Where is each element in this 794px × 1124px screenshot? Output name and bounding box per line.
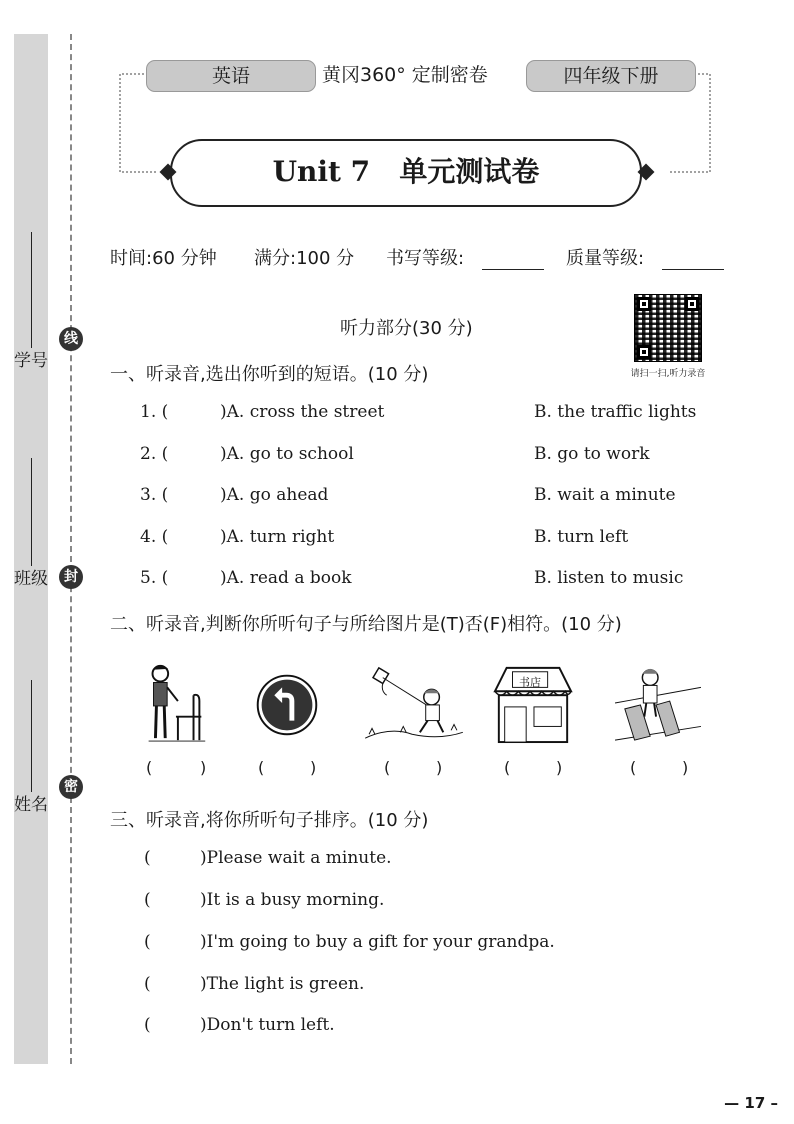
s3-item-1-text: )Please wait a minute.: [200, 848, 392, 868]
s1-q2-number: 2. (: [140, 444, 169, 464]
exam-full-score: 满分:100 分: [254, 248, 355, 269]
writing-grade-label: 书写等级:: [386, 248, 465, 269]
s3-item-5-text: )Don't turn left.: [200, 1015, 335, 1035]
name-label: 姓名: [14, 795, 48, 815]
s2-answer-2-close: ): [310, 758, 317, 777]
s1-q4-option-a: )A. turn right: [220, 527, 335, 547]
qr-finder-icon: [637, 297, 651, 311]
s3-item-2-text: )It is a busy morning.: [200, 890, 385, 910]
s1-q4-option-b: B. turn left: [534, 527, 629, 547]
s1-q4-number: 4. (: [140, 527, 169, 547]
s1-q3-option-b: B. wait a minute: [534, 485, 676, 505]
s1-q3-number: 3. (: [140, 485, 169, 505]
picture-crosswalk-icon: [610, 662, 706, 744]
page-number: — 17 –: [724, 1094, 778, 1112]
section2-heading: 二、听录音,判断你所听句子与所给图片是(T)否(F)相符。(10 分): [110, 614, 622, 635]
writing-grade-blank[interactable]: [482, 249, 544, 270]
s2-answer-4-open: (: [504, 758, 511, 777]
s1-q1-option-b: B. the traffic lights: [534, 402, 697, 422]
shop-sign-text: 书店: [519, 676, 541, 689]
s3-item-3-open: (: [144, 932, 151, 952]
seal-line-mark: 线: [59, 327, 83, 351]
page-title: Unit 7 单元测试卷: [272, 155, 540, 188]
s2-answer-5-close: ): [682, 758, 689, 777]
name-blank: [31, 680, 32, 792]
student-id-blank: [31, 232, 32, 348]
picture-turn-left-sign-icon: [254, 662, 320, 744]
brand-title: 黄冈360° 定制密卷: [322, 64, 488, 86]
grade-pill: 四年级下册: [526, 60, 696, 92]
quality-grade-blank[interactable]: [662, 249, 724, 270]
picture-kite-flying-icon: [360, 662, 468, 744]
s3-item-5-open: (: [144, 1015, 151, 1035]
s1-q3-option-a: )A. go ahead: [220, 485, 329, 505]
qr-caption: 请扫一扫,听力录音: [630, 369, 706, 379]
seal-secret-mark: 密: [59, 775, 83, 799]
s2-answer-2-open: (: [258, 758, 265, 777]
s3-item-2-open: (: [144, 890, 151, 910]
s1-q1-number: 1. (: [140, 402, 169, 422]
s2-answer-4-close: ): [556, 758, 563, 777]
s3-item-1-open: (: [144, 848, 151, 868]
s1-q2-option-a: )A. go to school: [220, 444, 354, 464]
s2-answer-5-open: (: [630, 758, 637, 777]
s3-item-3-text: )I'm going to buy a gift for your grandpa.: [200, 932, 555, 952]
picture-boy-chair-icon: [138, 662, 210, 744]
quality-grade-label: 质量等级:: [566, 248, 645, 269]
qr-finder-icon: [685, 297, 699, 311]
qr-code-icon[interactable]: [634, 294, 702, 362]
s3-item-4-open: (: [144, 974, 151, 994]
s1-q2-option-b: B. go to work: [534, 444, 650, 464]
s2-answer-3-close: ): [436, 758, 443, 777]
cut-line: [70, 34, 72, 1064]
student-id-label: 学号: [14, 351, 48, 371]
s2-answer-3-open: (: [384, 758, 391, 777]
s1-q1-option-a: )A. cross the street: [220, 402, 385, 422]
class-blank: [31, 458, 32, 566]
s1-q5-option-b: B. listen to music: [534, 568, 684, 588]
s2-answer-1-open: (: [146, 758, 153, 777]
section3-heading: 三、听录音,将你所听句子排序。(10 分): [110, 810, 429, 831]
qr-finder-icon: [637, 345, 651, 359]
listening-header: 听力部分(30 分): [340, 318, 473, 339]
subject-pill: 英语: [146, 60, 316, 92]
seal-seal-mark: 封: [59, 565, 83, 589]
s3-item-4-text: )The light is green.: [200, 974, 365, 994]
section1-heading: 一、听录音,选出你听到的短语。(10 分): [110, 364, 429, 385]
class-label: 班级: [14, 569, 48, 589]
s1-q5-option-a: )A. read a book: [220, 568, 352, 588]
s2-answer-1-close: ): [200, 758, 207, 777]
exam-time: 时间:60 分钟: [110, 248, 217, 269]
s1-q5-number: 5. (: [140, 568, 169, 588]
